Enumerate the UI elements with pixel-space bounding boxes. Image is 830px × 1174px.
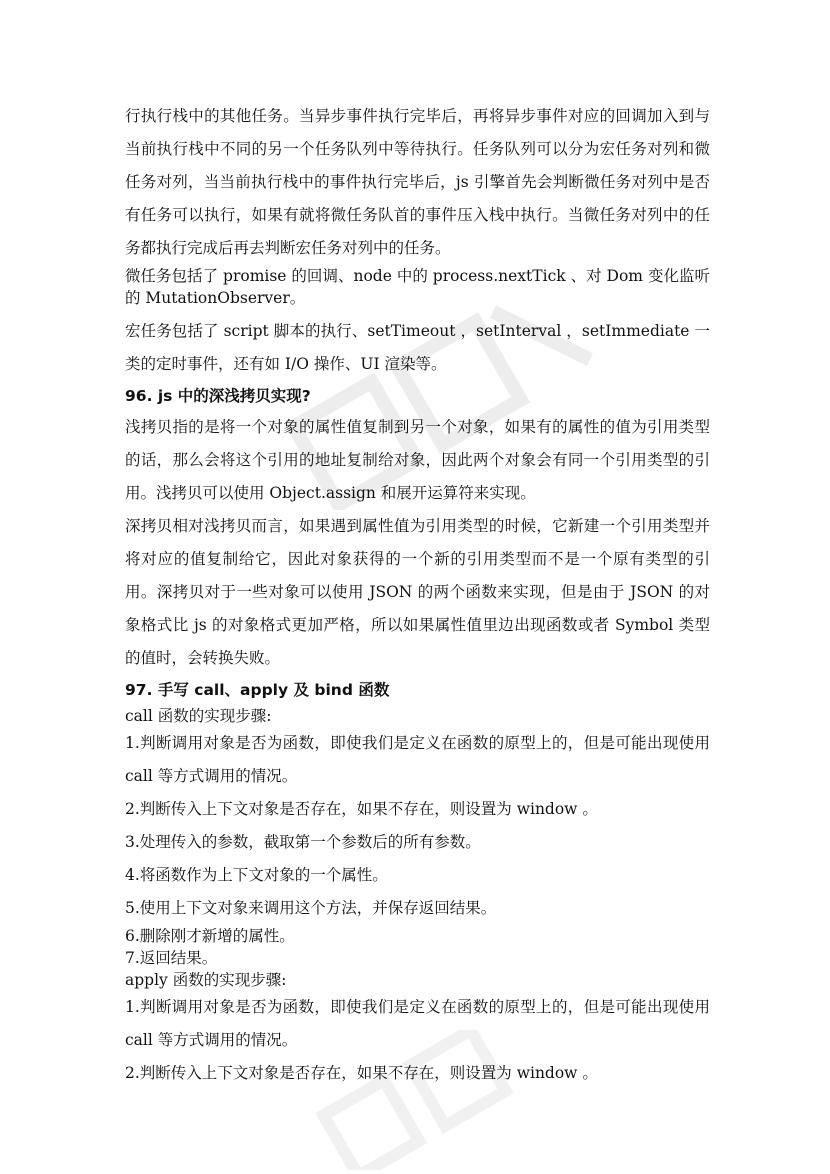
document-page <box>125 100 710 1090</box>
call-step-6: 6.删除刚才新增的属性。 <box>125 927 295 945</box>
heading-96: 96. js 中的深浅拷贝实现? <box>125 387 311 405</box>
apply-step-2: 2.判断传入上下文对象是否存在，如果不存在，则设置为 window 。 <box>125 1064 598 1082</box>
paragraph-shallow-copy: 浅拷贝指的是将一个对象的属性值复制到另一个对象，如果有的属性的值为引用类型的话，那么会将这个引用的地址复制给对象，因此两个对象会有同一个引用类型的引用。浅拷贝可以使用 Object.assign 和展开运算符来实现。 <box>125 418 710 502</box>
apply-steps-title: apply 函数的实现步骤: <box>125 971 287 989</box>
call-steps-title: call 函数的实现步骤: <box>125 707 272 725</box>
call-step-3: 3.处理传入的参数，截取第一个参数后的所有参数。 <box>125 833 481 851</box>
call-step-4: 4.将函数作为上下文对象的一个属性。 <box>125 866 388 884</box>
paragraph-event-loop: 行执行栈中的其他任务。当异步事件执行完毕后，再将异步事件对应的回调加入到与当前执行栈中不同的另一个任务队列中等待执行。任务队列可以分为宏任务对列和微任务对列，当当前执行栈中的事件执行完毕后，js 引擎首先会判断微任务对列中是否有任务可以执行，如果有就将微任务队首的事件压入栈中执行。当微任务对列中的任务都执行完成后再去判断宏任务对列中的任务。 <box>125 107 710 257</box>
paragraph-deep-copy: 深拷贝相对浅拷贝而言，如果遇到属性值为引用类型的时候，它新建一个引用类型并将对应的值复制给它，因此对象获得的一个新的引用类型而不是一个原有类型的引用。深拷贝对于一些对象可以使用 JSON 的两个函数来实现，但是由于 JSON 的对象格式比 js 的对象格式更加严格，所以如果属性值里边出现函数或者 Symbol 类型的值时，会转换失败。 <box>125 517 710 667</box>
paragraph-microtasks: 微任务包括了 promise 的回调、node 中的 process.nextTick 、对 Dom 变化监听的 MutationObserver。 <box>125 267 710 307</box>
call-step-5: 5.使用上下文对象来调用这个方法，并保存返回结果。 <box>125 899 497 917</box>
call-step-1: 1.判断调用对象是否为函数，即使我们是定义在函数的原型上的，但是可能出现使用 call 等方式调用的情况。 <box>125 734 710 785</box>
call-step-2: 2.判断传入上下文对象是否存在，如果不存在，则设置为 window 。 <box>125 800 598 818</box>
heading-97: 97. 手写 call、apply 及 bind 函数 <box>125 681 390 699</box>
call-step-7: 7.返回结果。 <box>125 949 218 967</box>
paragraph-macrotasks: 宏任务包括了 script 脚本的执行、setTimeout ，setInterval ，setImmediate 一类的定时事件，还有如 I/O 操作、UI 渲染等。 <box>125 322 710 373</box>
apply-step-1: 1.判断调用对象是否为函数，即使我们是定义在函数的原型上的，但是可能出现使用 call 等方式调用的情况。 <box>125 998 710 1049</box>
